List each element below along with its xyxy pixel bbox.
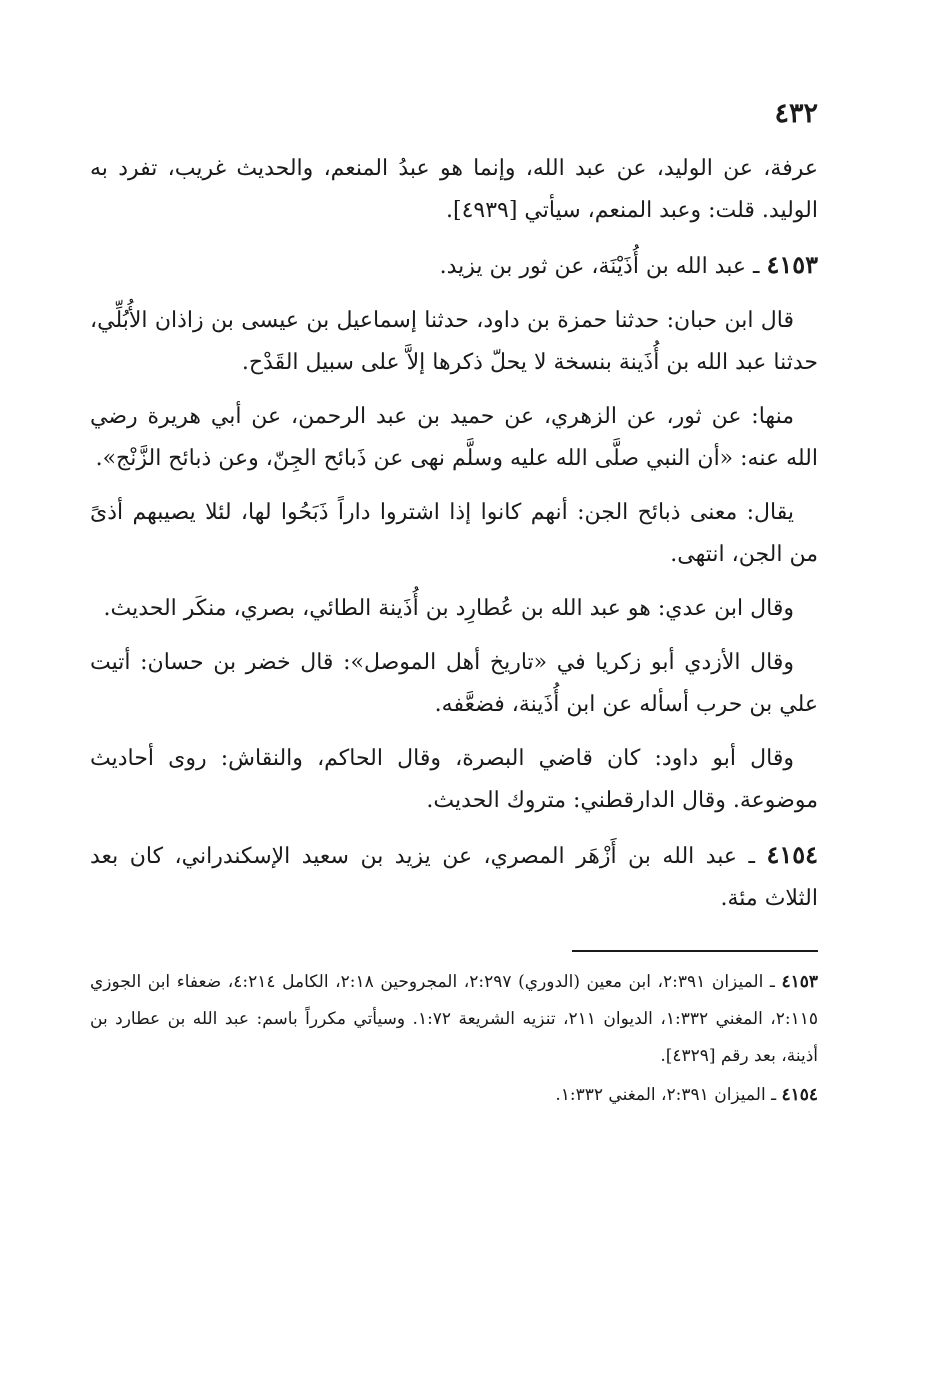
footnote-text: ـ الميزان ٢:٣٩١، المغني ١:٣٣٢. [555,1085,777,1105]
paragraph-explanation: يقال: معنى ذبائح الجن: أنهم كانوا إذا اشتروا داراً ذَبَحُوا لها، لئلا يصيبهم أذىً من الجن، انتهى. [90,500,818,567]
footnote-text: ـ الميزان ٢:٣٩١، ابن معين (الدوري) ٢:٢٩٧، المجروحين ٢:١٨، الكامل ٤:٢١٤، ضعفاء ابن الجوزي ٢:١١٥، المغني ١:٣٣٢، الديوان ٢١١، تنزيه الشريعة ١:٧٢. وسيأتي مكرراً باسم: عبد الله بن عطارد بن أذينة، بعد رقم [٤٣٢٩]. [90,972,819,1066]
entry-title: ـ عبد الله بن أَزْهَر المصري، عن يزيد بن سعيد الإسكندراني، كان بعد الثلاث مئة. [90,844,818,911]
book-page [90,90,818,1116]
entry-heading-4154 [90,834,818,920]
paragraph-azdi: وقال الأزدي أبو زكريا في «تاريخ أهل الموصل»: قال خضر بن حسان: أتيت علي بن حرب أسأله عن ابن أُذَينة، فضعَّفه. [90,650,818,717]
paragraph-abu-dawud: وقال أبو داود: كان قاضي البصرة، وقال الحاكم، والنقاش: روى أحاديث موضوعة. وقال الدارقطني: متروك الحديث. [90,746,818,813]
paragraph-ibn-hibban: قال ابن حبان: حدثنا حمزة بن داود، حدثنا إسماعيل بن عيسى بن زاذان الأُبُلِّي، حدثنا عبد الله بن أُذَينة بنسخة لا يحلّ ذكرها إلاَّ على سبيل القَدْح. [90,308,818,375]
page-number: ٤٣٢ [774,98,818,129]
footnote-number: ٤١٥٤ [781,1085,818,1105]
footnote-4153 [90,964,818,1075]
entry-number: ٤١٥٣ [766,250,818,279]
paragraph-hadith: منها: عن ثور، عن الزهري، عن حميد بن عبد الرحمن، عن أبي هريرة رضي الله عنه: «أن النبي صلَّى الله عليه وسلَّم نهى عن ذَبائح الجِنّ، وعن ذبائح الزَّنْج». [90,404,818,471]
entry-number: ٤١٥٤ [766,840,818,869]
footnote-separator [572,950,818,952]
footnote-4154 [90,1077,818,1114]
footnote-number: ٤١٥٣ [781,972,818,992]
paragraph-continuation: عرفة، عن الوليد، عن عبد الله، وإنما هو عبدُ المنعم، والحديث غريب، تفرد به الوليد. قلت: وعبد المنعم، سيأتي [٤٩٣٩]. [90,156,818,223]
paragraph-ibn-adi: وقال ابن عدي: هو عبد الله بن عُطارِد بن أُذَينة الطائي، بصري، منكَر الحديث. [103,596,794,621]
entry-heading-4153 [90,244,818,288]
entry-title: ـ عبد الله بن أُذَيْنَة، عن ثور بن يزيد. [439,254,760,279]
